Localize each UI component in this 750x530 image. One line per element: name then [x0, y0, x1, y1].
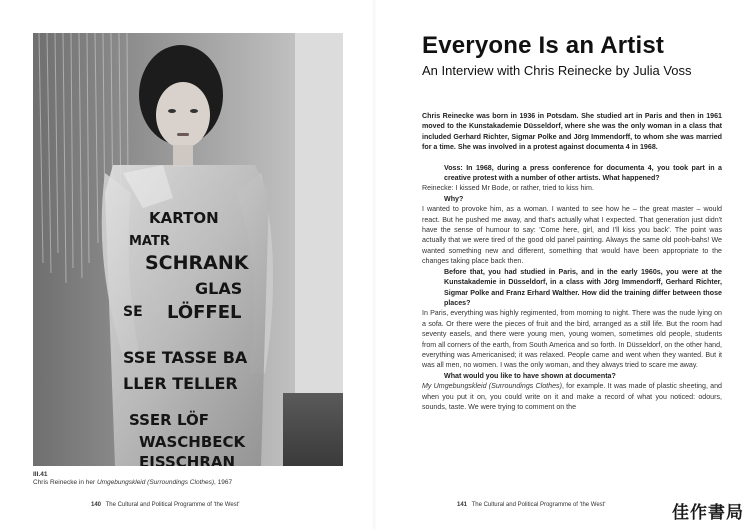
right-page [375, 0, 750, 530]
svg-text:WASCHBECK: WASCHBECK [139, 433, 246, 451]
caption-number: III.41 [33, 471, 48, 478]
question-1: Voss: In 1968, during a press conference for documenta 4, you took part in a creative protest with a number of other artists. What happened? [444, 163, 722, 183]
svg-text:SCHRANK: SCHRANK [145, 252, 249, 274]
folio-left [91, 502, 239, 508]
svg-text:SSE TASSE BA: SSE TASSE BA [123, 348, 248, 367]
running-head-right: The Cultural and Political Programme of 'the West' [471, 502, 606, 508]
photo-illustration [33, 33, 343, 466]
svg-text:EISSCHRAN: EISSCHRAN [139, 453, 236, 466]
svg-text:MATR: MATR [129, 234, 170, 249]
svg-text:LÖFFEL: LÖFFEL [167, 302, 242, 323]
svg-text:SSER LÖF: SSER LÖF [129, 411, 209, 429]
photograph [33, 33, 343, 466]
answer-4: My Umgebungskleid (Surroundings Clothes), for example. It was made of plastic sheeting, and when you put it on, you could write on it and make a record of what you noticed: odours, sounds, taste. We were trying to comment on the [422, 382, 722, 411]
running-head-left: The Cultural and Political Programme of 'the West' [105, 502, 240, 508]
answer-1: Reinecke: I kissed Mr Bode, or rather, tried to kiss him. [422, 184, 594, 193]
answer-2: I wanted to provoke him, as a woman. I wanted to see how he – the great master – would react. But he pushed me away, and that's actually what I expected. That generation just didn't have the sense of humour to say: 'Come here, girl, and I'll kiss you back'. The point was actually that we were tired of the good old panel painting. Always the same old pooh-bahs! We wanted something new and different, something that would have been appropriate to the changes taking place back then. [422, 205, 722, 266]
question-2: Why? [444, 194, 464, 203]
photo-caption: Chris Reinecke in her Umgebungskleid (Surroundings Clothes), 1967 [33, 479, 233, 486]
svg-text:LLER TELLER: LLER TELLER [123, 374, 238, 393]
svg-text:SE: SE [123, 304, 143, 320]
article-body [422, 111, 722, 412]
page-number-right: 141 [457, 502, 468, 508]
intro-paragraph: Chris Reinecke was born in 1936 in Potsdam. She studied art in Paris and then in 1961 moved to the Kunstakademie Düsseldorf, where she was the only woman in a class that included Gerhard Richter, Sigmar Polke and Jörg Immendorff, to whom she was married for a time. She was involved in a protest against documenta 4 in 1968. [422, 112, 722, 152]
answer-3: In Paris, everything was highly regimented, from morning to night. There was the nude lying on a sofa. Or there were the pieces of fruit and the bird, arranged as a still life. But the room had seventy easels, and there were young men, young women, sometimes old people, students from all corners of the earth, from South America and so forth. In Düsseldorf, on the other hand, everything was Americanised; it was relaxed. People came and went when they wanted. But it was all men, no women. I was the only woman, and they always tried to scare me away. [422, 309, 722, 370]
svg-text:GLAS: GLAS [195, 279, 243, 298]
article-title: Everyone Is an Artist [422, 32, 665, 59]
page-number-left: 140 [91, 502, 102, 508]
article-subtitle: An Interview with Chris Reinecke by Julia Voss [422, 63, 692, 78]
svg-text:KARTON: KARTON [149, 209, 219, 227]
folio-right [457, 502, 605, 508]
question-4: What would you like to have shown at documenta? [444, 371, 616, 380]
question-3: Before that, you had studied in Paris, and in the early 1960s, you were at the Kunstakademie in Düsseldorf, in a class with Jörg Immendorff, Gerhard Richter, Sigmar Polke and Franz Erhard Walther. How did the training differ between those places? [444, 267, 722, 307]
publisher-watermark: 佳作書局 [672, 503, 744, 523]
